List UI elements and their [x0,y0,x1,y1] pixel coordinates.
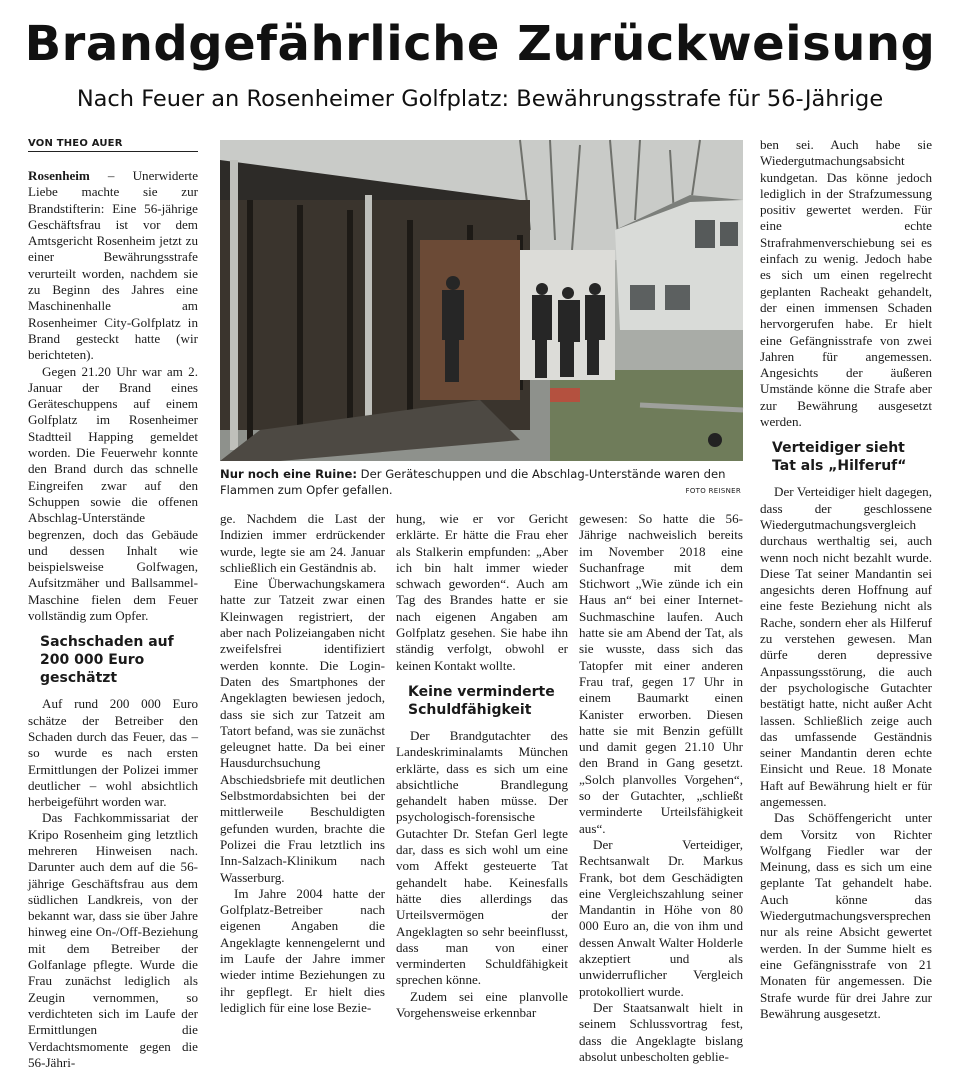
article-column-1 [28,168,198,1070]
paragraph: Der Brandgutachter des Landeskriminalamts München erklärte, dass es sich um eine absichtliche Brandlegung gehandelt haben müsse. Der psychologisch-forensische Gutachter Dr. Stefan Gerl legte dar, dass es sich wohl um eine vom Affekt gesteuerte Tat gehandelt habe. Keinesfalls hätte dies allerdings das Urteilsvermögen der Angeklagten so sehr beeinflusst, dass man von einer verminderten Schuldfähigkeit sprechen könne. [396,727,568,988]
paragraph [28,168,198,364]
paragraph: hung, wie er vor Gericht erklärte. Er hätte die Frau eher als Stalkerin empfunden: „Aber ich bin halt immer wieder schwach geworden“. Auch am Tag des Brandes hatte er sie nach eigenen Angaben am Golfplatz gesehen. Sie habe ihn ständig verfolgt, obwohl er keinen Kontakt wollte. [396,511,568,673]
paragraph: Zudem sei eine planvolle Vorgehensweise erkennbar [396,988,568,1021]
article-photo [220,140,743,461]
photo-credit: FOTO REISNER [685,487,741,495]
paragraph: Das Fachkommissariat der Kripo Rosenheim ging letztlich mehreren Hinweisen nach. Darunter auch dem auf die 56-jährige Geschäftsfrau aus dem südlichen Landkreis, von der bekannt war, dass sie über Jahre hinweg eine On-/Off-Beziehung mit dem Betreiber der Golfanlage pflegte. Wurde die Frau zunächst lediglich als Zeugin vernommen, so verdichteten sich im Laufe der Ermittlungen die Verdachtsmomente gegen die 56-Jähri- [28,810,198,1070]
photo-caption [220,466,743,498]
paragraph: Das Schöffengericht unter dem Vorsitz von Richter Wolfgang Fiedler war der Meinung, dass es sich um eine geplante Tat gehandelt habe. Auch könne das Wiedergutmachungsversprechen nur als reine Absicht gewertet werden. In der Summe hielt es eine Gefängnisstrafe von 21 Monaten für angemessen. Die Strafe wurde für drei Jahre zur Bewährung ausgesetzt. [760,810,932,1021]
paragraph: Gegen 21.20 Uhr war am 2. Januar der Brand eines Geräteschuppens auf einem Golfplatz im Rosenheimer Stadtteil Happing gemeldet worden. Die Feuerwehr konnte den Brand durch das schnelle Eingreifen zwar auf den Schuppen sowie die offenen Abschlag-Unterstände begrenzen, doch das Gebäude und dessen Inhalt wie beispielsweise Golfwagen, Aufsitzmäher und Ballsammel-Maschine fielen dem Feuer vollständig zum Opfer. [28,363,198,624]
subheading: Verteidiger sieht Tat als „Hilferuf“ [772,440,907,475]
article-column-5 [760,137,932,1021]
paragraph-text: – Unerwiderte Liebe machte sie zur Brandstifterin: Eine 56-jährige Geschäftsfrau ist vor dem Amtsgericht Rosenheim jetzt zu einer Bewährungsstrafe verurteilt worden, nachdem sie zu Beginn des Jahres eine Maschinenhalle am Rosenheimer City-Golfplatz in Brand gesteckt hatte (wir berichteten). [28,168,198,363]
paragraph: Der Verteidiger, Rechtsanwalt Dr. Markus Frank, bot dem Geschädigten eine Vergleichszahlung seiner Mandantin in Höhe von 80 000 Euro an, die von ihm und dessen Anwalt Walter Holderle akzeptiert und als unwiderruflicher Vergleich protokolliert wurde. [579,836,743,999]
paragraph: ge. Nachdem die Last der Indizien immer erdrückender wurde, legte sie am 24. Januar schließlich ein Geständnis ab. [220,511,385,575]
caption-text: Der Geräteschuppen und die Abschlag-Unterstände waren den Flammen zum Opfer gefallen. [220,467,726,497]
article-column-2 [220,511,385,1015]
caption-lead: Nur noch eine Ruine: [220,467,357,481]
dateline-place: Rosenheim [28,168,90,183]
subheading: Sachschaden auf 200 000 Euro geschätzt [40,634,174,687]
subheading: Keine verminderte Schuldfähigkeit [408,683,555,718]
paragraph: ben sei. Auch habe sie Wiedergutmachungsabsicht kundgetan. Das könne jedoch lediglich in der Strafzumessung positiv gewertet werden. Für eine echte Strafrahmenverschiebung sei es einfach zu wenig. Jedoch habe es sich um einen regelrecht geplanten Racheakt gehandelt, der einen immensen Schaden hervorgerufen habe. Er hielt eine Gefängnisstrafe von zwei Jahren für angemessen. Angesichts der äußeren Umstände könne die Strafe aber zur Bewährung ausgesetzt werden. [760,137,932,430]
paragraph: Im Jahre 2004 hatte der Golfplatz-Betreiber nach eigenen Angaben die Angeklagte kennengelernt und im Laufe der Jahre immer wieder intime Beziehungen zu ihr gepflegt. Er hielt dies lediglich für eine lose Bezie- [220,885,385,1015]
paragraph: Der Staatsanwalt hielt in seinem Schlussvortrag fest, dass die Angeklagte bislang absolut unbescholten geblie- [579,999,743,1064]
byline: VON THEO AUER [28,138,198,152]
paragraph: Der Verteidiger hielt dagegen, dass der geschlossene Wiedergutmachungsvergleich durchaus werthaltig sei, auch wenn noch nicht bezahlt wurde. Diese Tat seiner Mandantin sei angesichts deren Hoffnung auf eine feste Beziehung nicht als Rache, sondern eher als Hilferuf zu verstehen gewesen. Man dürfe deren depressive Anpassungsstörung, die auch der psychologische Gutachter bestätigt hatte, nicht außer Acht lassen. Schließlich zeige auch das umfassende Geständnis seiner Mandantin deren echte Einsicht und Reue. 18 Monate Haft auf Bewährung hielt er für angemessen. [760,484,932,809]
article-column-4 [579,511,743,1064]
paragraph: gewesen: So hatte die 56-Jährige nachweislich bereits im November 2018 eine Suchanfrage mit dem Stichwort „Wie zünde ich ein Haus an“ bei einer Internet-Suchmaschine laufen. Auch hatte sie am Abend der Tat, als sie wusste, dass sich das Tatopfer mit einer anderen Frau traf, gegen 17 Uhr in einem Baumarkt einen Kanister erworben. Diesen hatte sie mit Benzin gefüllt und damit gegen 21.10 Uhr den Brand in Gang gesetzt. „Solch planvolles Vorgehen“, so der Gutachter, „schließt verminderte Urteilsfähigkeit aus“. [579,511,743,836]
article-column-3 [396,511,568,1021]
article-headline: Brandgefährliche Zurückweisung [24,16,936,72]
article-subheadline: Nach Feuer an Rosenheimer Golfplatz: Bewährungsstrafe für 56-Jährige [76,86,884,112]
paragraph: Auf rund 200 000 Euro schätze der Betreiber den Schaden durch das Feuer, das – so wurde es nach ersten Ermittlungen der Polizei immer deutlicher – wohl absichtlich herbeigeführt worden war. [28,696,198,810]
paragraph: Eine Überwachungskamera hatte zur Tatzeit zwar einen Kleinwagen registriert, der aber nach Polizeiangaben nicht zweifelsfrei identifiziert werden konnte. Die Login-Daten des Smartphones der Angeklagten bewiesen jedoch, dass sie sich zur Tatzeit am Tatort befand, was sie zunächst geleugnet hatte. Da bei einer Hausdurchsuchung Abschiedsbriefe mit deutlichen Selbstmordabsichten bei der mittlerweile Beschuldigten gefunden wurden, brachte die Polizei die Frau letztlich ins Inn-Salzach-Klinikum nach Wasserburg. [220,576,385,885]
burnt-shed-photo [220,140,743,461]
